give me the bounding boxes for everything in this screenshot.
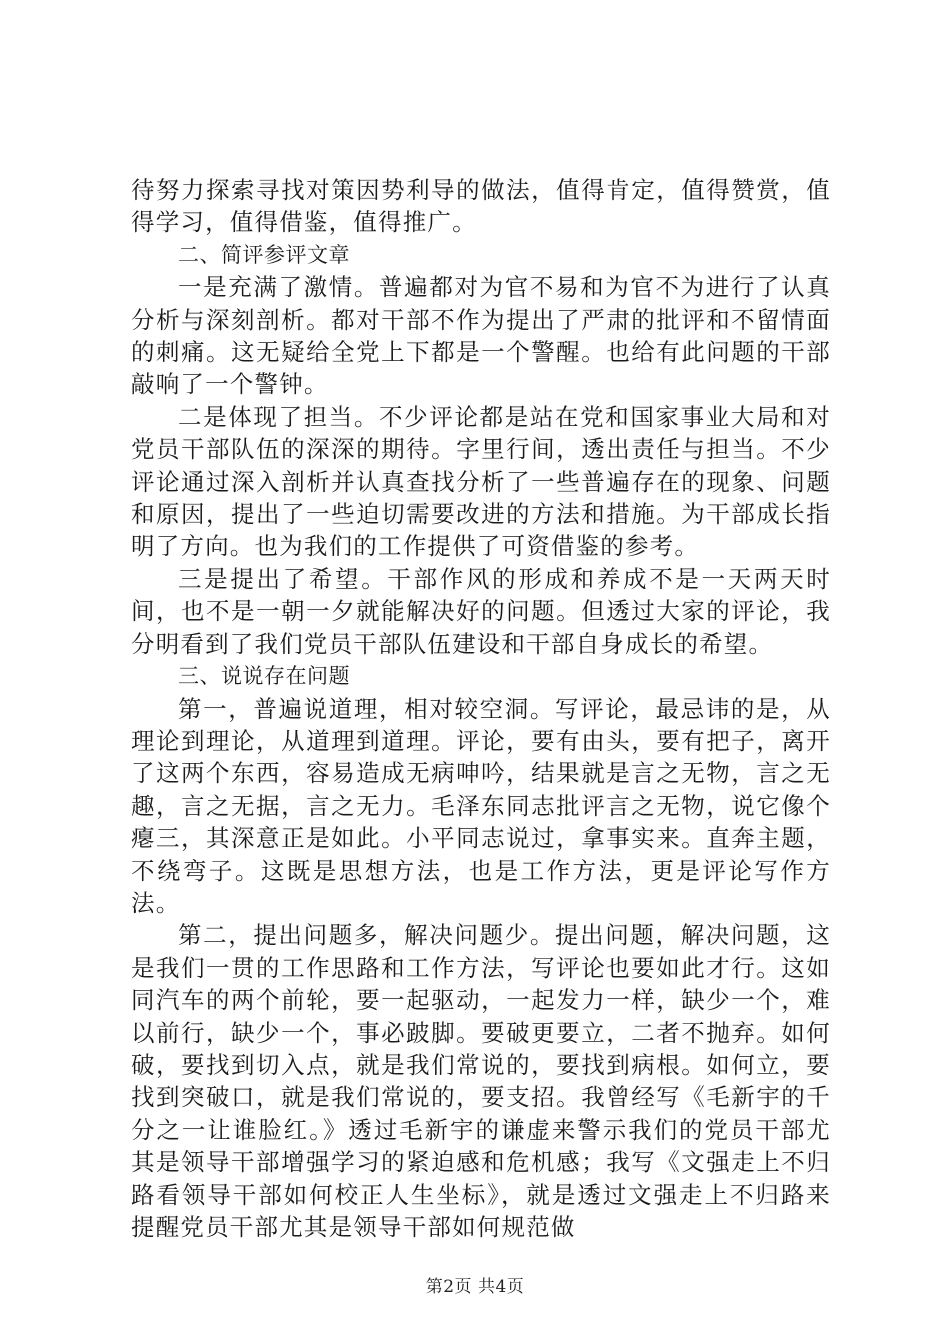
section-heading-3: 三、说说存在问题 [178, 664, 350, 689]
paragraph: 三是提出了希望。干部作风的形成和养成不是一天两天时间，也不是一朝一夕就能解决好的问题。但透过大家的评论，我分明看到了我们党员干部队伍建设和干部自身成长的希望。 [131, 564, 831, 658]
paragraph: 一是充满了激情。普遍都对为官不易和为官不为进行了认真分析与深刻剖析。都对干部不作为提出了严肃的批评和不留情面的刺痛。这无疑给全党上下都是一个警醒。也给有此问题的干部敲响了一个警钟。 [131, 273, 831, 399]
paragraph-continuation: 待努力探索寻找对策因势利导的做法，值得肯定，值得赞赏，值得学习，值得借鉴，值得推广。 [131, 176, 831, 237]
paragraph: 第二，提出问题多，解决问题少。提出问题，解决问题，这是我们一贯的工作思路和工作方法，写评论也要如此才行。这如同汽车的两个前轮，要一起驱动，一起发力一样，缺少一个，难以前行，缺少一个，事必跛脚。要破更要立，二者不抛弃。如何破，要找到切入点，就是我们常说的，要找到病根。如何立，要找到突破口，就是我们常说的，要支招。我曾经写《毛新宇的千分之一让谁脸红。》透过毛新宇的谦虚来警示我们的党员干部尤其是领导干部增强学习的紧迫感和危机感；我写《文强走上不归路看领导干部如何校正人生坐标》，就是透过文强走上不归路来提醒党员干部尤其是领导干部如何规范做 [131, 921, 831, 1241]
body-text [131, 174, 831, 1243]
page-footer: 第2页 共4页 [425, 1277, 525, 1297]
paragraph: 二是体现了担当。不少评论都是站在党和国家事业大局和对党员干部队伍的深深的期待。字里行间，透出责任与担当。不少评论通过深入剖析并认真查找分析了一些普遍存在的现象、问题和原因，提出了一些迫切需要改进的方法和措施。为干部成长指明了方向。也为我们的工作提供了可资借鉴的参考。 [131, 402, 831, 561]
paragraph: 第一，普遍说道理，相对较空洞。写评论，最忌讳的是，从理论到理论，从道理到道理。评论，要有由头，要有把子，离开了这两个东西，容易造成无病呻吟，结果就是言之无物，言之无趣，言之无据，言之无力。毛泽东同志批评言之无物，说它像个瘪三，其深意正是如此。小平同志说过，拿事实来。直奔主题，不绕弯子。这既是思想方法，也是工作方法，更是评论写作方法。 [131, 694, 831, 917]
section-heading-2: 二、简评参评文章 [178, 242, 350, 267]
